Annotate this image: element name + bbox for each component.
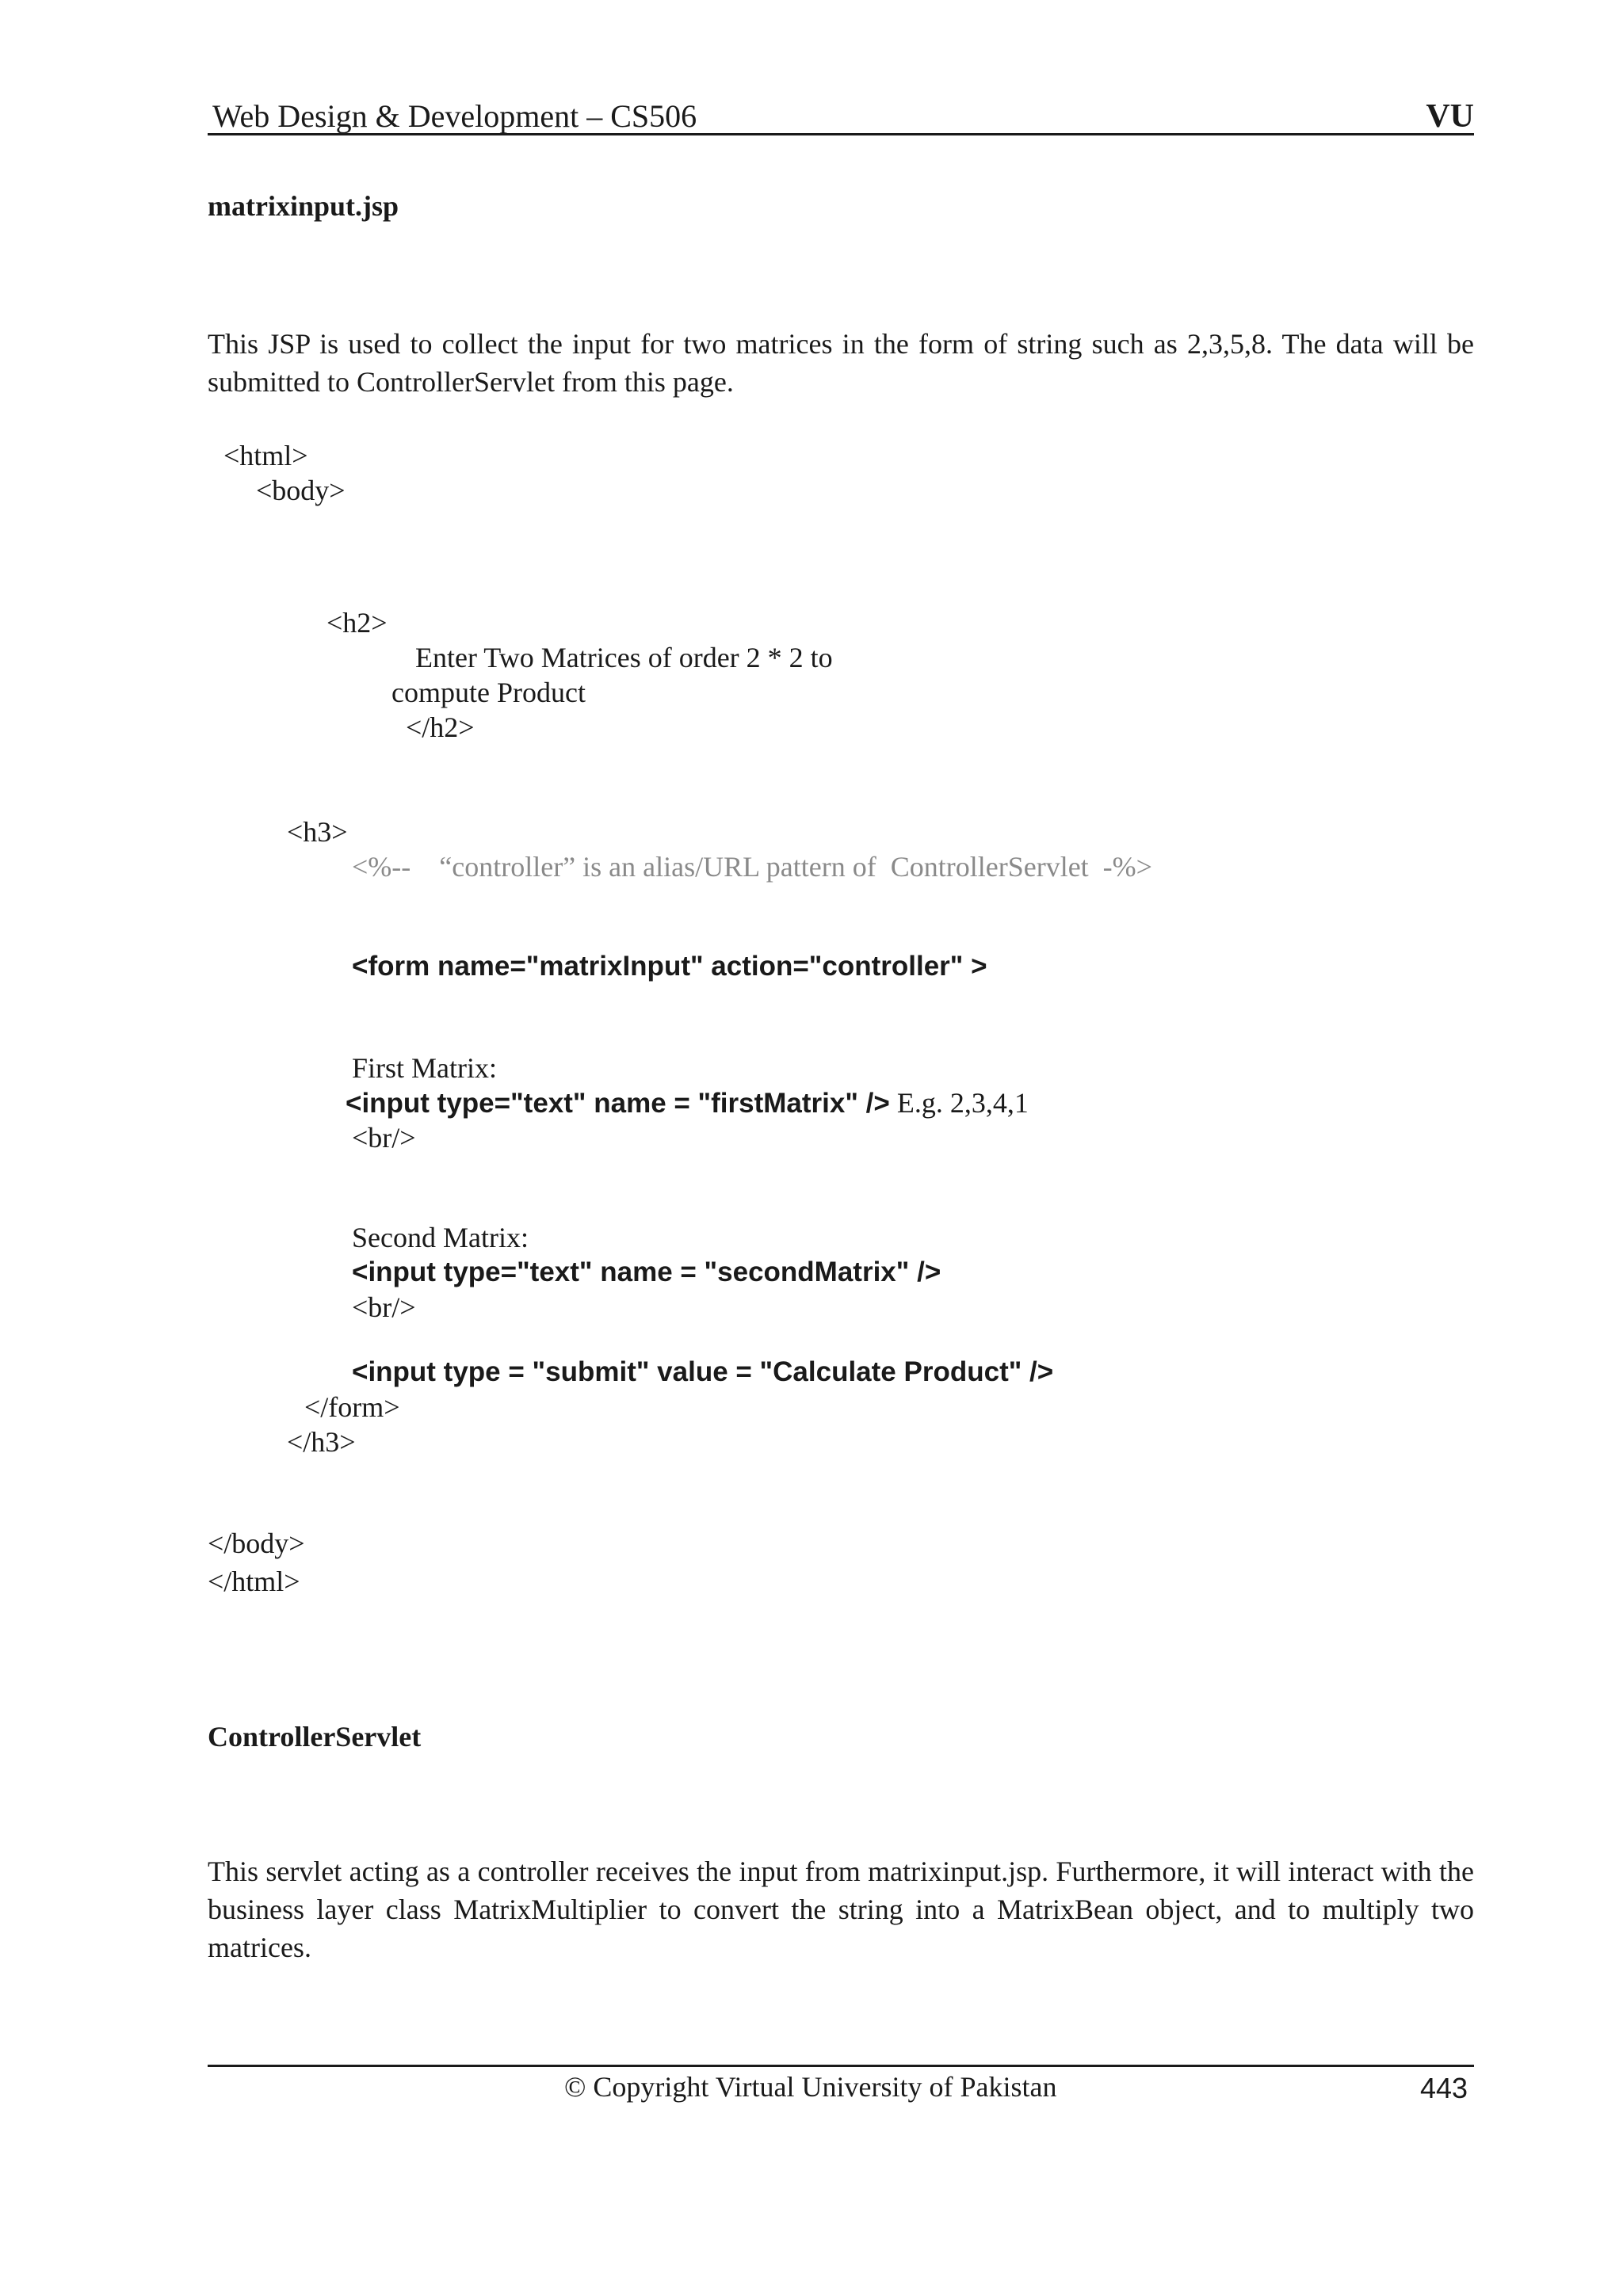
code-line-h2-text2: compute Product: [391, 677, 586, 708]
section-paragraph-matrixinput: This JSP is used to collect the input for two matrices in the form of string such as 2,3,5,8. The data will be submitted to ControllerServlet from this page.: [208, 328, 1474, 398]
code-line-html-open: <html>: [223, 440, 308, 471]
footer-rule: [208, 2065, 1474, 2067]
code-line-h2-close: </h2>: [406, 711, 475, 743]
code-line-br-1: <br/>: [352, 1122, 416, 1154]
code-line-submit-input: <input type = "submit" value = "Calculate Product" />: [352, 1356, 1054, 1387]
code-line-second-label: Second Matrix:: [352, 1222, 529, 1253]
code-line-first-input: [346, 1085, 1029, 1121]
code-line-comment: <%-- “controller” is an alias/URL pattern of ControllerServlet -%>: [352, 851, 1152, 883]
code-line-html-close: </html>: [208, 1566, 300, 1597]
section-heading-matrixinput: matrixinput.jsp: [208, 190, 399, 222]
header-title: Web Design & Development – CS506: [212, 98, 697, 134]
code-line-h2-text1: Enter Two Matrices of order 2 * 2 to: [415, 642, 833, 673]
first-input-hint: E.g. 2,3,4,1: [889, 1087, 1029, 1119]
code-line-form-close: </form>: [304, 1391, 400, 1423]
code-line-form-open: <form name="matrixInput" action="controller" >: [352, 951, 987, 982]
code-line-body-open: <body>: [256, 475, 346, 506]
code-line-br-2: <br/>: [352, 1291, 416, 1323]
header-rule: [208, 133, 1474, 135]
first-input-tag: <input type="text" name = "firstMatrix" />: [346, 1088, 890, 1119]
page-number: 443: [1420, 2072, 1468, 2104]
header-logo: VU: [1426, 98, 1474, 135]
code-line-h2-open: <h2>: [327, 607, 388, 639]
code-line-h3-open: <h3>: [287, 816, 348, 848]
code-line-body-close: </body>: [208, 1527, 305, 1559]
code-line-second-input: <input type="text" name = "secondMatrix" />: [352, 1257, 941, 1287]
code-line-h3-close: </h3>: [287, 1426, 356, 1458]
section-paragraph-controllerservlet: This servlet acting as a controller receives the input from matrixinput.jsp. Furthermore, it will interact with the business layer class MatrixMultiplier to convert the string into a MatrixBean object, and to multiply two matrices.: [208, 1855, 1474, 1963]
section-heading-controllerservlet: ControllerServlet: [208, 1721, 422, 1753]
footer-copyright: © Copyright Virtual University of Pakistan: [564, 2071, 1057, 2103]
code-line-first-label: First Matrix:: [352, 1052, 498, 1084]
